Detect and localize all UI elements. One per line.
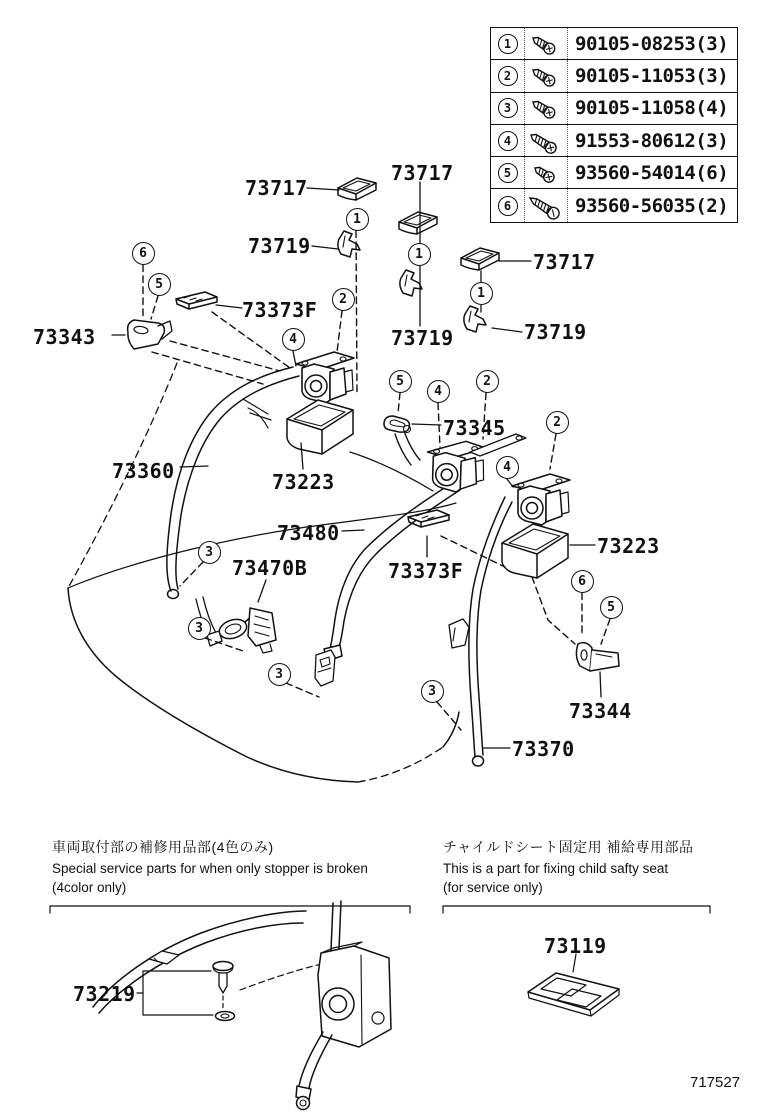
part-label-73719-a: 73719: [248, 234, 311, 258]
part-label-73480: 73480: [277, 521, 340, 545]
part-73470B-buckle: [217, 608, 276, 653]
callout-circle-6: 6: [571, 570, 594, 593]
part-73343-anchor: [128, 320, 172, 349]
legend-part-number: 90105-11053(3): [575, 64, 729, 87]
callout-circle-3: 3: [198, 541, 221, 564]
legend-callout-number: 4: [498, 131, 518, 151]
callout-circle-3: 3: [268, 663, 291, 686]
part-label-73370: 73370: [512, 737, 575, 761]
part-73223-left: [287, 400, 353, 454]
callout-circle-4: 4: [282, 328, 305, 351]
part-label-73219: 73219: [73, 982, 136, 1006]
part-label-73345: 73345: [443, 416, 506, 440]
legend-part-number: 91553-80612(3): [575, 129, 729, 152]
sub-diagram-73119: [528, 954, 619, 1016]
part-73719-b: [400, 270, 422, 296]
fastener-legend-table: [490, 27, 738, 223]
callout-circle-2: 2: [546, 411, 569, 434]
belt-73370: [449, 497, 512, 766]
service-note-left: [52, 838, 368, 897]
part-73373F-a: [176, 292, 217, 309]
retractor-middle: [426, 440, 486, 493]
callout-circle-5: 5: [389, 370, 412, 393]
callout-circle-5: 5: [600, 596, 623, 619]
service-note-left-en1: Special service parts for when only stopper is broken: [52, 861, 368, 876]
part-label-73223-right: 73223: [597, 534, 660, 558]
legend-row: [491, 157, 737, 189]
part-label-73223-left: 73223: [272, 470, 335, 494]
legend-row: [491, 189, 737, 221]
legend-row: [491, 125, 737, 157]
callout-circle-3: 3: [188, 617, 211, 640]
stopper-washer: [216, 1012, 235, 1021]
legend-part-number: 90105-08253(3): [575, 32, 729, 55]
section-bracket-left: [50, 906, 410, 913]
legend-row: [491, 60, 737, 92]
screw-icon: [527, 30, 565, 58]
service-note-left-en2: (4color only): [52, 880, 127, 895]
service-note-right-en2: (for service only): [443, 880, 543, 895]
callout-circle-3: 3: [421, 680, 444, 703]
part-label-73360: 73360: [112, 459, 175, 483]
part-label-73343: 73343: [33, 325, 96, 349]
callout-circle-2: 2: [476, 370, 499, 393]
legend-callout-number: 5: [498, 163, 518, 183]
section-bracket-right: [443, 906, 710, 913]
retractor-right: [512, 474, 570, 525]
screw-icon: [527, 192, 565, 220]
part-73719-c: [464, 306, 486, 332]
part-73717-c: [461, 248, 499, 270]
callout-circle-2: 2: [332, 288, 355, 311]
part-label-73373F-b: 73373F: [388, 559, 464, 583]
callout-circle-1: 1: [470, 282, 493, 305]
callout-circle-5: 5: [148, 273, 171, 296]
stopper-pin: [213, 962, 233, 1009]
screw-icon: [527, 62, 565, 90]
service-note-right: [443, 838, 693, 897]
callout-circle-4: 4: [427, 380, 450, 403]
legend-part-number: 90105-11058(4): [575, 97, 729, 120]
legend-callout-number: 1: [498, 34, 518, 54]
part-label-73717-c: 73717: [533, 250, 596, 274]
part-label-73470B: 73470B: [232, 556, 308, 580]
legend-callout-number: 2: [498, 66, 518, 86]
legend-part-number: 93560-56035(2): [575, 194, 729, 217]
part-label-73717-b: 73717: [391, 161, 454, 185]
screw-icon: [527, 159, 565, 187]
part-73223-right: [502, 524, 568, 578]
part-label-73719-b: 73719: [391, 326, 454, 350]
screw-icon: [527, 127, 565, 155]
part-73345-guide-loop: [384, 416, 411, 433]
legend-callout-number: 3: [498, 98, 518, 118]
part-73717-a: [338, 178, 376, 200]
part-73344-anchor: [576, 643, 619, 671]
legend-row: [491, 93, 737, 125]
sub-diagram-73219: [93, 901, 391, 1110]
callout-circle-1: 1: [408, 243, 431, 266]
part-73717-b: [399, 212, 437, 234]
legend-callout-number: 6: [498, 196, 518, 216]
callout-circle-6: 6: [132, 242, 155, 265]
part-label-73119: 73119: [544, 934, 607, 958]
legend-row: [491, 28, 737, 60]
service-note-left-jp: 車両取付部の補修用品部(4色のみ): [52, 839, 274, 855]
part-label-73373F-a: 73373F: [242, 298, 318, 322]
screw-icon: [527, 94, 565, 122]
retractor-left: [296, 352, 354, 403]
part-label-73344: 73344: [569, 699, 632, 723]
service-note-right-jp: チャイルドシート固定用 補給専用部品: [443, 839, 694, 855]
part-label-73719-c: 73719: [524, 320, 587, 344]
service-note-right-en1: This is a part for fixing child safty seat: [443, 861, 669, 876]
legend-part-number: 93560-54014(6): [575, 161, 729, 184]
callout-circle-1: 1: [346, 208, 369, 231]
callout-circle-4: 4: [496, 456, 519, 479]
part-label-73717-a: 73717: [245, 176, 308, 200]
document-number: 717527: [690, 1074, 741, 1091]
